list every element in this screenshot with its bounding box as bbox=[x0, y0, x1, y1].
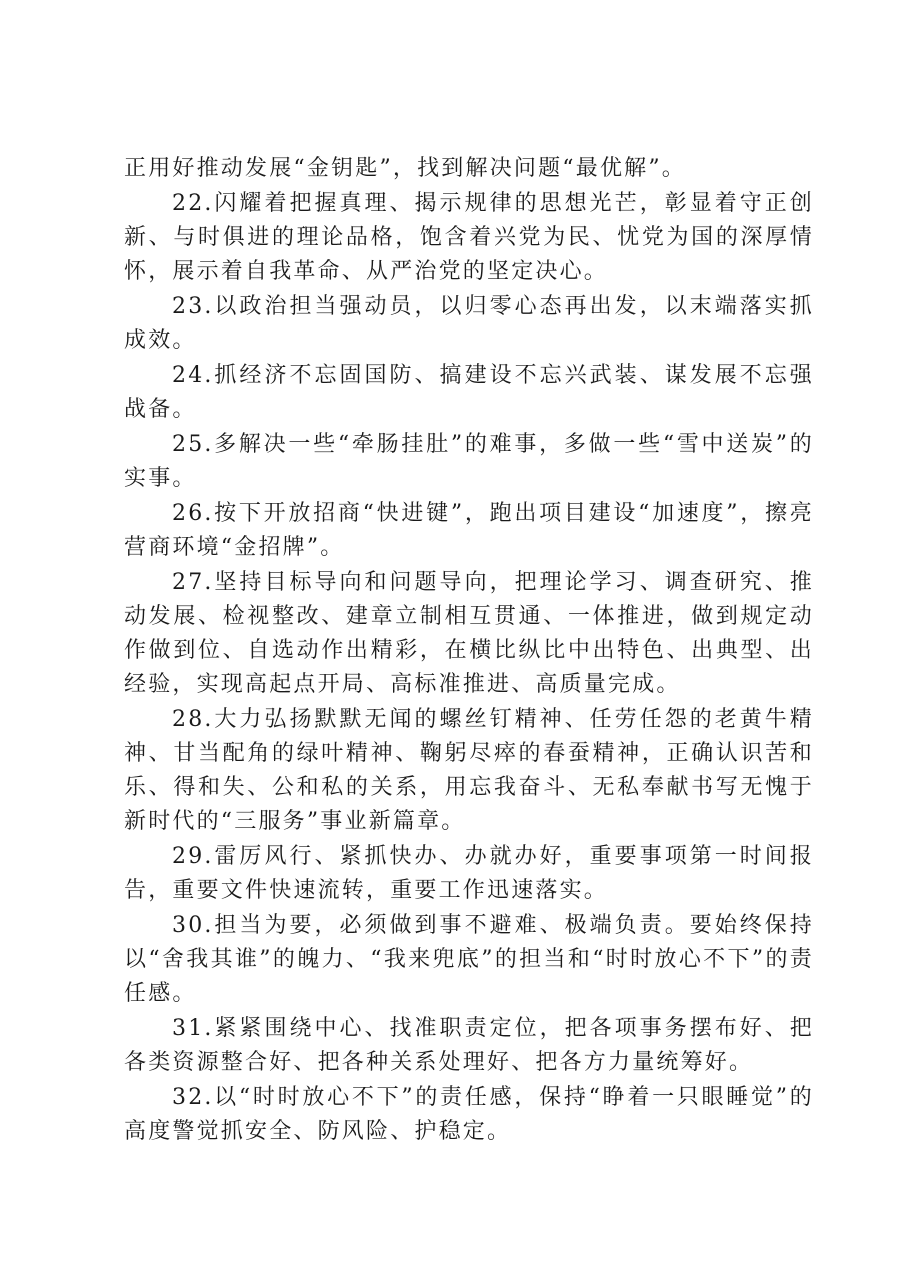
paragraph-24: 24.抓经济不忘固国防、搞建设不忘兴武装、谋发展不忘强战备。 bbox=[124, 363, 814, 422]
paragraph-continuation: 正用好推动发展“金钥匙”，找到解决问题“最优解”。 bbox=[124, 156, 686, 181]
paragraph-31: 31.紧紧围绕中心、找准职责定位，把各项事务摆布好、把各类资源整合好、把各种关系处理好、把各方力量统筹好。 bbox=[124, 1016, 814, 1075]
paragraph-29: 29.雷厉风行、紧抓快办、办就办好，重要事项第一时间报告，重要文件快速流转，重要工作迅速落实。 bbox=[124, 844, 814, 903]
paragraph-26: 26.按下开放招商“快进键”，跑出项目建设“加速度”，擦亮营商环境“金招牌”。 bbox=[124, 501, 814, 560]
paragraph-23: 23.以政治担当强动员，以归零心态再出发，以末端落实抓成效。 bbox=[124, 294, 814, 353]
paragraph-30: 30.担当为要，必须做到事不避难、极端负责。要始终保持以“舍我其谁”的魄力、“我来兜底”的担当和“时时放心不下”的责任感。 bbox=[124, 913, 814, 1006]
paragraph-28: 28.大力弘扬默默无闻的螺丝钉精神、任劳任怨的老黄牛精神、甘当配角的绿叶精神、鞠躬尽瘁的春蚕精神，正确认识苦和乐、得和失、公和私的关系，用忘我奋斗、无私奉献书写无愧于新时代的“三服务”事业新篇章。 bbox=[124, 707, 814, 834]
paragraph-32: 32.以“时时放心不下”的责任感，保持“睁着一只眼睡觉”的高度警觉抓安全、防风险、护稳定。 bbox=[124, 1085, 814, 1144]
paragraph-22: 22.闪耀着把握真理、揭示规律的思想光芒，彰显着守正创新、与时俱进的理论品格，饱含着兴党为民、忧党为国的深厚情怀，展示着自我革命、从严治党的坚定决心。 bbox=[124, 191, 814, 284]
document-body bbox=[124, 152, 814, 1150]
paragraph-27: 27.坚持目标导向和问题导向，把理论学习、调查研究、推动发展、检视整改、建章立制相互贯通、一体推进，做到规定动作做到位、自选动作出精彩，在横比纵比中出特色、出典型、出经验，实现高起点开局、高标准推进、高质量完成。 bbox=[124, 570, 814, 697]
paragraph-25: 25.多解决一些“牵肠挂肚”的难事，多做一些“雪中送炭”的实事。 bbox=[124, 432, 814, 491]
